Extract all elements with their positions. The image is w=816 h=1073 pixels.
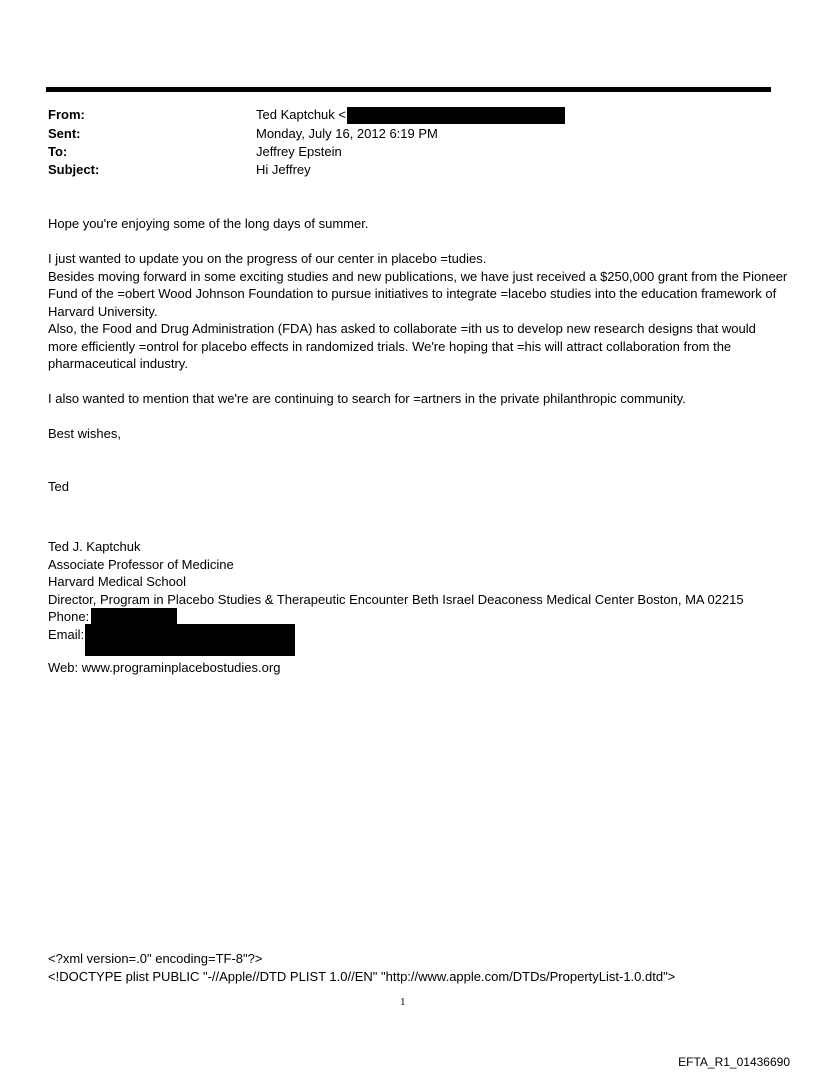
to-value: Jeffrey Epstein: [256, 143, 342, 159]
subject-row: [48, 161, 565, 179]
grant-paragraph: Besides moving forward in some exciting studies and new publications, we have just received a $250,000 grant from the Pioneer Fund of the =obert Wood Johnson Foundation to pursue initiatives to integrate =lacebo studies into the education framework of Harvard University.: [48, 268, 788, 319]
sent-label: Sent:: [48, 125, 81, 141]
signature-block: [48, 538, 744, 677]
from-label: From:: [48, 107, 85, 123]
page-number: 1: [400, 996, 406, 1008]
subject-label: Subject:: [48, 162, 100, 178]
signature-name: Ted J. Kaptchuk: [48, 539, 141, 554]
footer-xml: [48, 950, 675, 985]
signoff: Ted: [48, 478, 69, 494]
signature-director: Director, Program in Placebo Studies & Therapeutic Encounter Beth Israel Deaconess Medical Center Boston, MA 02215: [48, 591, 744, 607]
update-line: I just wanted to update you on the progress of our center in placebo =tudies.: [48, 251, 487, 266]
signature-web: Web: www.programinplacebostudies.org: [48, 660, 281, 675]
from-row: [48, 106, 565, 124]
fda-paragraph: Also, the Food and Drug Administration (FDA) has asked to collaborate =ith us to develop new research designs that would more efficiently =ontrol for placebo effects in randomized trials. We're hoping that =his will attract collaboration from the pharmaceutical industry.: [48, 321, 756, 371]
phone-label: Phone:: [48, 609, 90, 625]
email-row: [48, 626, 744, 656]
subject-value: Hi Jeffrey: [256, 162, 311, 178]
signature-title: Associate Professor of Medicine: [48, 556, 234, 572]
from-value: [256, 106, 565, 124]
redaction-from-email: [347, 107, 565, 124]
email-label: Email:: [48, 627, 85, 642]
doctype-line: <!DOCTYPE plist PUBLIC "-//Apple//DTD PLIST 1.0//EN" "http://www.apple.com/DTDs/PropertyList-1.0.dtd">: [48, 968, 676, 984]
redaction-email: [85, 624, 295, 656]
xml-declaration: <?xml version=.0" encoding=TF-8"?>: [48, 951, 263, 966]
email-header: [48, 106, 565, 179]
sent-value: Monday, July 16, 2012 6:19 PM: [256, 125, 438, 141]
to-row: [48, 143, 565, 161]
closing: Best wishes,: [48, 426, 121, 441]
partners-paragraph: I also wanted to mention that we're are continuing to search for =artners in the private philanthropic community.: [48, 391, 686, 406]
sent-row: [48, 124, 565, 142]
bates-number: EFTA_R1_01436690: [678, 1055, 790, 1069]
email-body: [48, 215, 788, 495]
signature-institution: Harvard Medical School: [48, 574, 187, 589]
header-rule: [46, 87, 771, 92]
from-sender: Ted Kaptchuk <: [256, 107, 346, 123]
to-label: To:: [48, 143, 68, 159]
greeting-paragraph: Hope you're enjoying some of the long days of summer.: [48, 216, 369, 231]
